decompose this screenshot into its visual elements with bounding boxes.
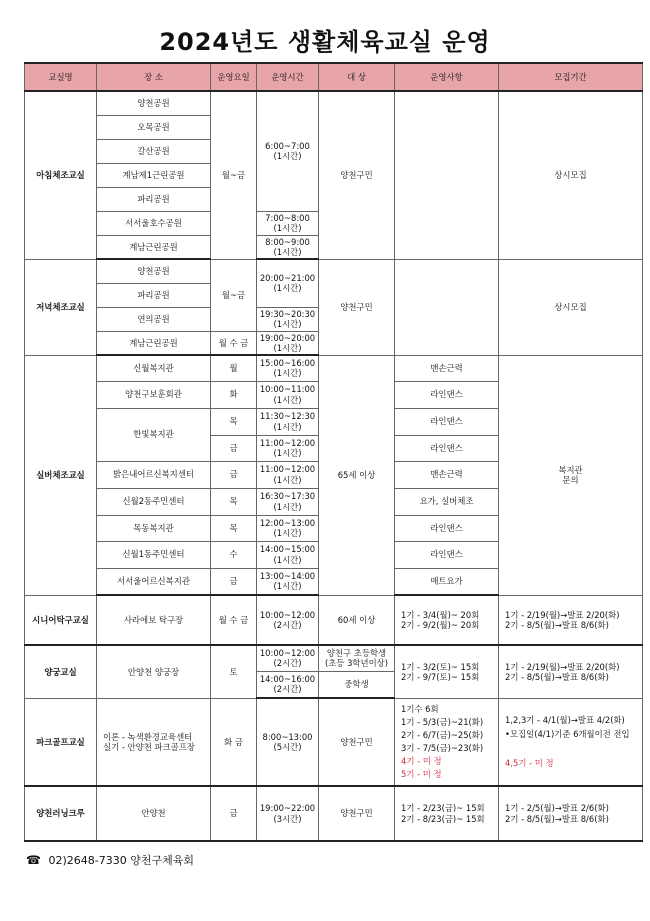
time-cell: 14:00~16:00 (2시간) — [257, 671, 319, 698]
target-cell: 양천구 초등학생 (초등 3학년이상) — [319, 645, 395, 671]
place-cell: 연의공원 — [97, 307, 211, 331]
place-cell: 계남제1근린공원 — [97, 163, 211, 187]
time-cell: 19:00~22:00 (3시간) — [257, 786, 319, 841]
class-name: 아침체조교실 — [25, 91, 97, 259]
time-cell: 20:00~21:00 (1시간) — [257, 259, 319, 307]
place-cell: 파리공원 — [97, 187, 211, 211]
time-cell: 19:30~20:30 (1시간) — [257, 307, 319, 331]
info-cell: 라인댄스 — [395, 381, 499, 408]
target-cell: 65세 이상 — [319, 355, 395, 595]
time-cell: 16:30~17:30 (1시간) — [257, 488, 319, 515]
table-row — [25, 595, 643, 645]
day-cell: 목 — [211, 488, 257, 515]
day-cell: 금 — [211, 461, 257, 488]
info-cell: 라인댄스 — [395, 515, 499, 541]
day-cell: 토 — [211, 645, 257, 698]
day-cell: 화 — [211, 381, 257, 408]
recruit-cell: 복지관 문의 — [499, 355, 643, 595]
info-cell: 맨손근력 — [395, 461, 499, 488]
info-cell: 매트요가 — [395, 568, 499, 595]
time-cell: 11:00~12:00 (1시간) — [257, 461, 319, 488]
place-cell: 갈산공원 — [97, 139, 211, 163]
recruit-cell: 상시모집 — [499, 259, 643, 355]
class-name: 실버체조교실 — [25, 355, 97, 595]
place-cell: 신월2동주민센터 — [97, 488, 211, 515]
place-cell: 양천공원 — [97, 91, 211, 115]
time-cell: 10:00~11:00 (1시간) — [257, 381, 319, 408]
day-cell: 수 — [211, 541, 257, 568]
target-cell: 양천구민 — [319, 91, 395, 259]
class-name: 양궁교실 — [25, 645, 97, 698]
footer-contact — [26, 852, 194, 868]
place-cell: 양천공원 — [97, 259, 211, 283]
place-cell: 오목공원 — [97, 115, 211, 139]
info-cell — [395, 91, 499, 259]
table-row — [25, 786, 643, 841]
target-cell: 60세 이상 — [319, 595, 395, 645]
table-row — [25, 91, 643, 115]
info-cell: 1기 - 2/23(금)~ 15회 2기 - 8/23(금)~ 15회 — [395, 786, 499, 841]
info-cell — [395, 259, 499, 355]
time-cell: 8:00~9:00 (1시간) — [257, 235, 319, 259]
time-cell: 11:00~12:00 (1시간) — [257, 435, 319, 461]
day-cell: 월~금 — [211, 91, 257, 259]
time-cell: 7:00~8:00 (1시간) — [257, 211, 319, 235]
place-cell: 파리공원 — [97, 283, 211, 307]
place-cell: 계남근린공원 — [97, 331, 211, 355]
place-cell: 계남근린공원 — [97, 235, 211, 259]
recruit-cell: 1기 - 2/19(월)→발표 2/20(화) 2기 - 8/5(월)→발표 8/6(화) — [499, 595, 643, 645]
place-cell: 사라에보 탁구장 — [97, 595, 211, 645]
header-target: 대 상 — [319, 63, 395, 91]
page-title: 2024년도 생활체육교실 운영 — [159, 28, 491, 56]
info-cell: 1기 - 3/4(월)~ 20회 2기 - 9/2(월)~ 20회 — [395, 595, 499, 645]
recruit-cell: 상시모집 — [499, 91, 643, 259]
table-row — [25, 698, 643, 786]
recruit-cell: 1기 - 2/19(월)→발표 2/20(화) 2기 - 8/5(월)→발표 8/6(화) — [499, 645, 643, 698]
day-cell: 화 금 — [211, 698, 257, 786]
time-cell: 12:00~13:00 (1시간) — [257, 515, 319, 541]
time-cell: 6:00~7:00 (1시간) — [257, 91, 319, 211]
info-cell: 라인댄스 — [395, 435, 499, 461]
schedule-table — [24, 62, 643, 842]
info-cell: 라인댄스 — [395, 408, 499, 435]
class-name: 시니어탁구교실 — [25, 595, 97, 645]
footer-text: 02)2648-7330 양천구체육회 — [48, 854, 194, 867]
header-recruit: 모집기간 — [499, 63, 643, 91]
info-cell: 맨손근력 — [395, 355, 499, 381]
telephone-icon: ☎ — [26, 853, 41, 867]
day-cell: 월 — [211, 355, 257, 381]
class-name: 파크골프교실 — [25, 698, 97, 786]
target-cell: 양천구민 — [319, 259, 395, 355]
time-cell: 11:30~12:30 (1시간) — [257, 408, 319, 435]
header-day: 운영요일 — [211, 63, 257, 91]
day-cell: 금 — [211, 568, 257, 595]
time-cell: 19:00~20:00 (1시간) — [257, 331, 319, 355]
target-cell: 중학생 — [319, 671, 395, 698]
info-cell: 라인댄스 — [395, 541, 499, 568]
time-cell: 14:00~15:00 (1시간) — [257, 541, 319, 568]
header-info: 운영사항 — [395, 63, 499, 91]
header-row — [25, 63, 643, 91]
day-cell: 월 수 금 — [211, 595, 257, 645]
day-cell: 금 — [211, 786, 257, 841]
class-name: 저녁체조교실 — [25, 259, 97, 355]
time-cell: 10:00~12:00 (2시간) — [257, 595, 319, 645]
target-cell: 양천구민 — [319, 698, 395, 786]
header-time: 운영시간 — [257, 63, 319, 91]
place-cell: 목동복지관 — [97, 515, 211, 541]
place-cell: 서서울호수공원 — [97, 211, 211, 235]
recruit-cell: 1,2,3기 - 4/1(월)→발표 4/2(화) •모집일(4/1)기준 6개월이전 전입 4,5기 - 미 정 — [499, 698, 643, 786]
time-cell: 8:00~13:00 (5시간) — [257, 698, 319, 786]
place-cell: 신월1동주민센터 — [97, 541, 211, 568]
place-cell: 밝은내어르신복지센터 — [97, 461, 211, 488]
target-cell: 양천구민 — [319, 786, 395, 841]
day-cell: 목 — [211, 515, 257, 541]
day-cell: 목 — [211, 408, 257, 435]
table-row — [25, 645, 643, 671]
place-cell: 이론 - 녹색환경교육센터 실기 - 안양천 파크골프장 — [97, 698, 211, 786]
info-cell: 1기 - 3/2(토)~ 15회 2기 - 9/7(토)~ 15회 — [395, 645, 499, 698]
place-cell: 안양천 — [97, 786, 211, 841]
day-cell: 월 수 금 — [211, 331, 257, 355]
info-cell: 요가, 실버체조 — [395, 488, 499, 515]
place-cell: 양천구보훈회관 — [97, 381, 211, 408]
time-cell: 10:00~12:00 (2시간) — [257, 645, 319, 671]
header-place: 장 소 — [97, 63, 211, 91]
info-cell: 1기수 6회 1기 - 5/3(금)~21(화) 2기 - 6/7(금)~25(화) 3기 - 7/5(금)~23(화) 4기 - 미 정 5기 - 미 정 — [395, 698, 499, 786]
day-cell: 금 — [211, 435, 257, 461]
time-cell: 15:00~16:00 (1시간) — [257, 355, 319, 381]
place-cell: 한빛복지관 — [97, 408, 211, 461]
header-class: 교실명 — [25, 63, 97, 91]
place-cell: 안양천 양궁장 — [97, 645, 211, 698]
table-row — [25, 355, 643, 381]
place-cell: 서서울어르신복지관 — [97, 568, 211, 595]
time-cell: 13:00~14:00 (1시간) — [257, 568, 319, 595]
table-row — [25, 259, 643, 283]
place-cell: 신월복지관 — [97, 355, 211, 381]
recruit-cell: 1기 - 2/5(월)→발표 2/6(화) 2기 - 8/5(월)→발표 8/6(화) — [499, 786, 643, 841]
day-cell: 월~금 — [211, 259, 257, 331]
class-name: 양천러닝크루 — [25, 786, 97, 841]
